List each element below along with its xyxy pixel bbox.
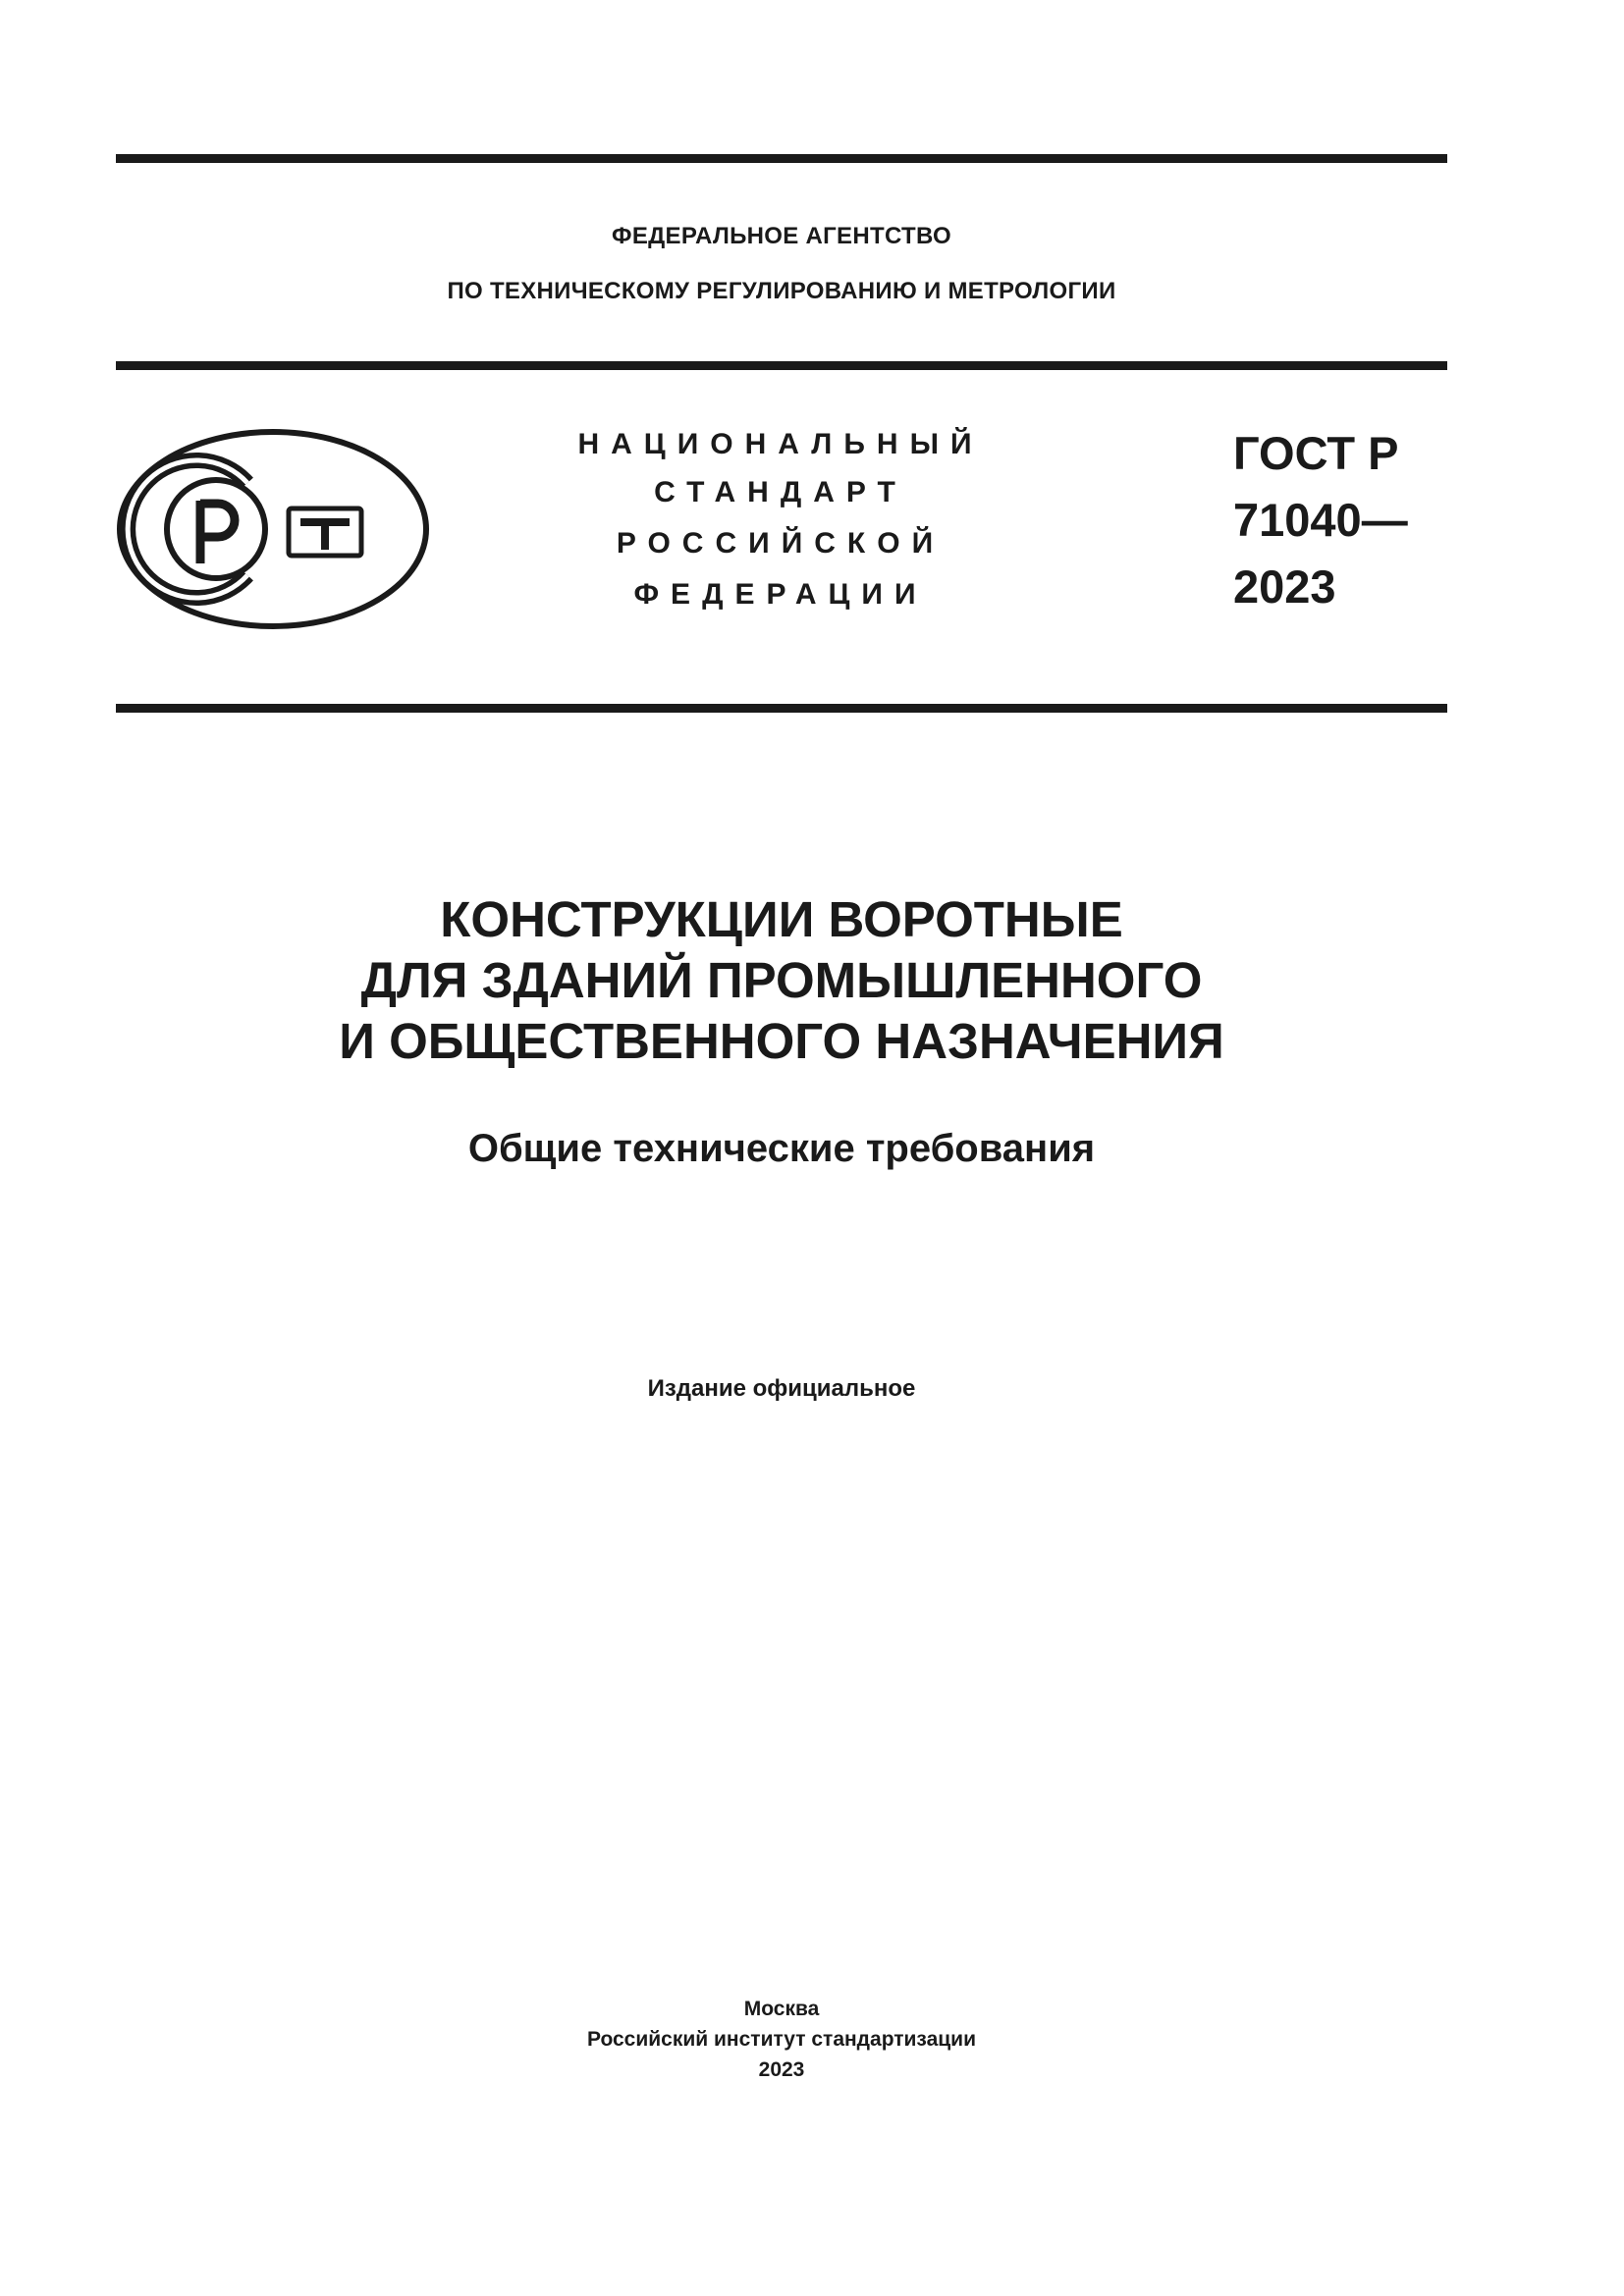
separator-rule (116, 704, 1447, 713)
document-title-line-2: ДЛЯ ЗДАНИЙ ПРОМЫШЛЕННОГО (360, 952, 1203, 1008)
agency-name-line-1: ФЕДЕРАЛЬНОЕ АГЕНТСТВО (612, 223, 951, 249)
standard-type-line-1: НАЦИОНАЛЬНЫЙ (577, 428, 984, 460)
header-rule (116, 361, 1447, 370)
document-title-line-3: И ОБЩЕСТВЕННОГО НАЗНАЧЕНИЯ (339, 1013, 1224, 1069)
edition-label: Издание официальное (647, 1375, 916, 1402)
designation-line-1: ГОСТ Р (1233, 427, 1399, 479)
footer-city: Москва (743, 1998, 820, 2020)
rst-certification-mark-icon (116, 428, 430, 630)
footer-year: 2023 (758, 2058, 805, 2081)
document-subtitle: Общие технические требования (467, 1127, 1096, 1170)
document-title-line-1: КОНСТРУКЦИИ ВОРОТНЫЕ (440, 891, 1123, 947)
footer-publisher: Российский институт стандартизации (586, 2028, 977, 2051)
designation-line-3: 2023 (1233, 561, 1336, 613)
designation-line-2: 71040— (1233, 494, 1408, 546)
top-rule (116, 154, 1447, 163)
standard-type-line-3: РОССИЙСКОЙ (616, 527, 946, 560)
standard-type-line-2: СТАНДАРТ (654, 476, 907, 508)
agency-name-line-2: ПО ТЕХНИЧЕСКОМУ РЕГУЛИРОВАНИЮ И МЕТРОЛОГИИ (447, 278, 1116, 304)
standard-type-line-4: ФЕДЕРАЦИИ (633, 578, 928, 611)
